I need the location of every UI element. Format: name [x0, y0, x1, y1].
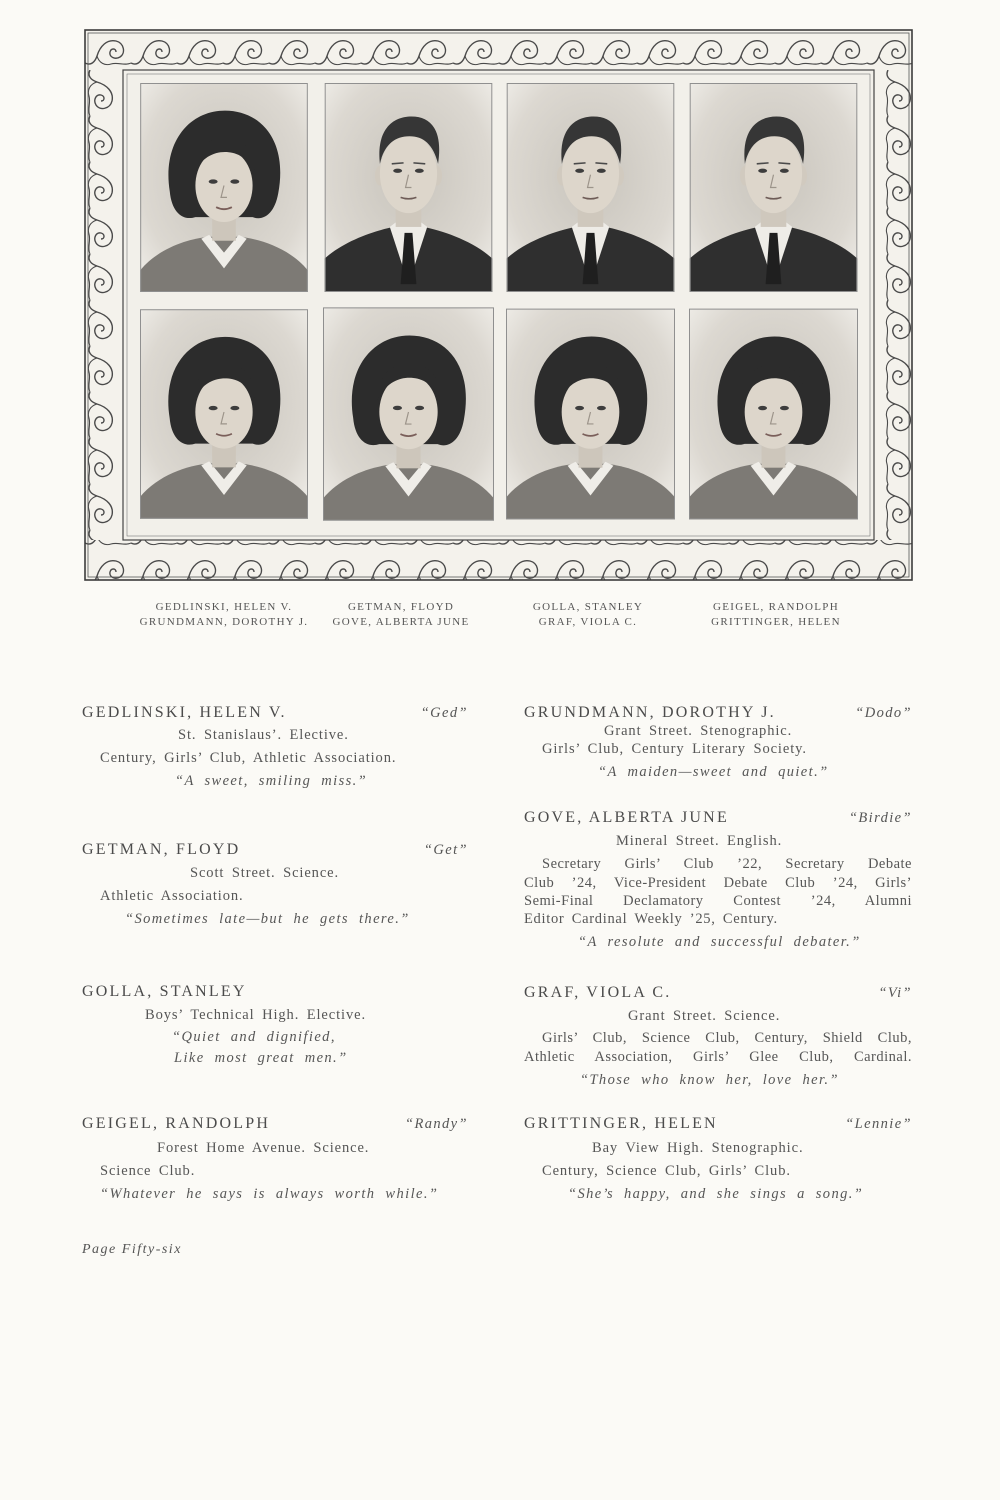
student-nickname: “Vi” — [878, 985, 912, 1001]
student-nickname: “Dodo” — [855, 705, 912, 721]
student-name: GEDLINSKI, HELEN V. — [82, 704, 287, 721]
activities-line: Athletic Association, Girls’ Glee Club, Cardinal. — [524, 1049, 912, 1065]
motto-line: “Sometimes late—but he gets there.” — [125, 911, 410, 927]
student-nickname: “Birdie” — [848, 810, 912, 826]
caption-line: GRITTINGER, HELEN — [711, 616, 841, 628]
activities-line: Secretary Girls’ Club ’22, Secretary Debate — [542, 856, 912, 872]
student-name: GRAF, VIOLA C. — [524, 984, 672, 1001]
portrait-photo — [507, 83, 675, 292]
caption-column — [296, 600, 506, 630]
student-name: GOLLA, STANLEY — [82, 983, 247, 1000]
caption-column — [671, 600, 881, 630]
motto-line: “A maiden—sweet and quiet.” — [598, 764, 829, 780]
student-name: GEIGEL, RANDOLPH — [82, 1115, 271, 1132]
caption-line: GRAF, VIOLA C. — [538, 616, 638, 628]
motto-line: “Whatever he says is always worth while.” — [100, 1186, 439, 1202]
motto-line: “A sweet, smiling miss.” — [175, 773, 368, 789]
portrait-photo — [140, 83, 308, 292]
activities-line: Century, Science Club, Girls’ Club. — [542, 1163, 791, 1179]
student-nickname: “Get” — [423, 842, 468, 858]
activities-line: Century, Girls’ Club, Athletic Association. — [100, 750, 397, 766]
school-course: Bay View High. Stenographic. — [592, 1140, 804, 1156]
motto-line: “Those who know her, love her.” — [580, 1072, 839, 1088]
student-name: GRUNDMANN, DOROTHY J. — [524, 704, 776, 721]
portrait-photo — [690, 83, 858, 292]
student-name: GETMAN, FLOYD — [82, 841, 241, 858]
school-course: Scott Street. Science. — [190, 865, 340, 881]
student-name: GRITTINGER, HELEN — [524, 1115, 718, 1132]
caption-line: GEIGEL, RANDOLPH — [713, 601, 839, 613]
motto-line: “Quiet and dignified, — [172, 1029, 336, 1045]
caption-line: GOLLA, STANLEY — [532, 601, 644, 613]
portrait-photo — [323, 307, 494, 520]
student-nickname: “Lennie” — [845, 1116, 912, 1132]
portrait-photo — [689, 309, 858, 520]
motto-line: “She’s happy, and she sings a song.” — [568, 1186, 864, 1202]
activities-line: Editor Cardinal Weekly ’25, Century. — [524, 911, 778, 927]
activities-line: Science Club. — [100, 1163, 196, 1179]
student-name: GOVE, ALBERTA JUNE — [524, 809, 729, 826]
portrait-photo — [325, 83, 493, 292]
page-number: Page Fifty-six — [82, 1242, 182, 1257]
activities-line: Club ’24, Vice-President Debate Club ’24, Girls’ — [524, 875, 912, 891]
portrait-photo — [506, 309, 675, 520]
motto-line: “A resolute and successful debater.” — [578, 934, 861, 950]
motto-line: Like most great men.” — [174, 1050, 348, 1066]
school-course: Forest Home Avenue. Science. — [157, 1140, 370, 1156]
activities-line: Athletic Association. — [100, 888, 244, 904]
caption-column — [483, 600, 693, 630]
activities-line: Girls’ Club, Science Club, Century, Shield Club, — [542, 1030, 912, 1046]
student-nickname: “Randy” — [405, 1116, 468, 1132]
caption-line: GOVE, ALBERTA JUNE — [332, 616, 470, 628]
caption-line: GEDLINSKI, HELEN V. — [155, 601, 293, 613]
portrait-frame — [0, 0, 1000, 600]
activities-line: Semi-Final Declamatory Contest ’24, Alumni — [524, 893, 912, 909]
caption-line: GETMAN, FLOYD — [347, 601, 455, 613]
caption-line: GRUNDMANN, DOROTHY J. — [139, 616, 309, 628]
portrait-photo — [140, 309, 308, 519]
student-nickname: “Ged” — [420, 705, 468, 721]
school-course: Boys’ Technical High. Elective. — [145, 1007, 366, 1023]
school-course: Grant Street. Stenographic. — [604, 723, 793, 739]
school-course: Grant Street. Science. — [628, 1008, 781, 1024]
activities-line: Girls’ Club, Century Literary Society. — [542, 741, 807, 757]
school-course: St. Stanislaus’. Elective. — [178, 727, 349, 743]
school-course: Mineral Street. English. — [616, 833, 783, 849]
